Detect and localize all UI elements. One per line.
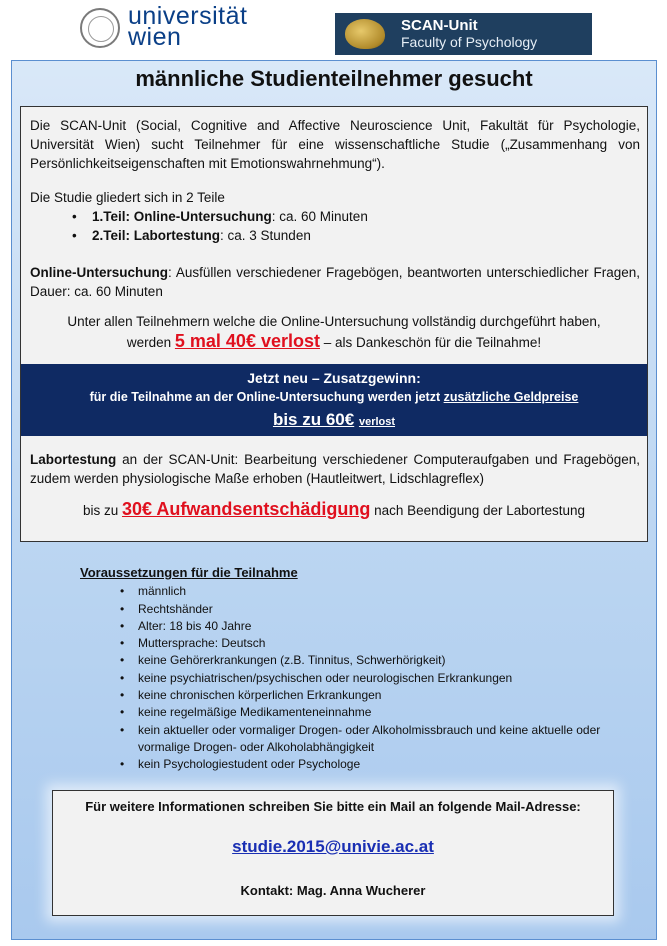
requirements-heading: Voraussetzungen für die Teilnahme [80, 565, 298, 580]
compensation-highlight: 30€ Aufwandsentschädigung [121, 499, 371, 519]
university-name-line1: universität [128, 2, 248, 30]
list-item: • Rechtshänder [120, 601, 620, 618]
contact-box [52, 790, 614, 916]
list-item: • kein Psychologiestudent oder Psychologe [120, 756, 620, 773]
parts-heading: Die Studie gliedert sich in 2 Teile [30, 190, 225, 205]
list-item: • keine regelmäßige Medikamenteneinnahme [120, 704, 620, 721]
university-seal-icon [80, 8, 120, 48]
banner-text: für die Teilnahme an der Online-Untersuchung werden jetzt zusätzliche Geldpreise [89, 390, 579, 404]
intro-text: Die SCAN-Unit (Social, Cognitive and Affective Neuroscience Unit, Fakultät für Psychologie, Universität Wien) sucht Teilnehmer für eine wissenschaftliche Studie („Zusammenhang von Persönlichkeitseigenschaften mit Emotionswahrnehmung“). [30, 118, 640, 171]
faculty-name: Faculty of Psychology [401, 34, 538, 50]
online-description: Online-Untersuchung: Ausfüllen verschiedener Fragebögen, beantworten unterschiedlicher Fragen, Dauer: ca. 60 Minuten [30, 265, 640, 299]
parts-list [70, 207, 630, 245]
list-item: • Muttersprache: Deutsch [120, 635, 620, 652]
bonus-banner [21, 364, 647, 436]
brain-icon [345, 19, 385, 49]
email-link[interactable]: studie.2015@univie.ac.at [232, 837, 434, 856]
list-item: • Alter: 18 bis 40 Jahre [120, 618, 620, 635]
university-logo [80, 2, 280, 52]
banner-amount: bis zu 60€ verlost [272, 410, 396, 429]
raffle-highlight: 5 mal 40€ verlost [174, 331, 320, 351]
unit-name: SCAN-Unit [401, 17, 478, 34]
list-item: • 2.Teil: Labortestung: ca. 3 Stunden [70, 226, 630, 245]
list-item: • keine psychiatrischen/psychischen oder neurologischen Erkrankungen [120, 670, 620, 687]
list-item: • keine chronischen körperlichen Erkrankungen [120, 687, 620, 704]
contact-intro: Für weitere Informationen schreiben Sie bitte ein Mail an folgende Mail-Adresse: [85, 799, 581, 814]
raffle-line1: Unter allen Teilnehmern welche die Online-Untersuchung vollständig durchgeführt haben, [67, 314, 601, 329]
banner-heading: Jetzt neu – Zusatzgewinn: [247, 370, 421, 386]
raffle-line2: werden 5 mal 40€ verlost – als Dankeschön für die Teilnahme! [126, 331, 542, 351]
list-item: • kein aktueller oder vormaliger Drogen- oder Alkoholmissbrauch und keine aktuelle oder vormalige Drogen- oder Alkoholabhängigkeit [120, 722, 620, 757]
university-name-line2: wien [128, 23, 182, 51]
requirements-section [80, 564, 620, 774]
list-item: • 1.Teil: Online-Untersuchung: ca. 60 Minuten [70, 207, 630, 226]
university-wordmark [128, 2, 248, 51]
list-item: • keine Gehörerkrankungen (z.B. Tinnitus, Schwerhörigkeit) [120, 652, 620, 669]
scan-unit-logo [335, 13, 592, 55]
requirements-list [80, 583, 620, 773]
compensation-line: bis zu 30€ Aufwandsentschädigung nach Beendigung der Labortestung [82, 499, 586, 519]
flyer-title: männliche Studienteilnehmer gesucht [135, 66, 533, 91]
list-item: • männlich [120, 583, 620, 600]
header [0, 0, 667, 60]
contact-person: Kontakt: Mag. Anna Wucherer [240, 883, 426, 898]
lab-description: Labortestung an der SCAN-Unit: Bearbeitung verschiedener Computeraufgaben und Fragebögen, zudem werden physiologische Maße erhoben (Hautleitwert, Lidschlagreflex) [30, 452, 640, 486]
